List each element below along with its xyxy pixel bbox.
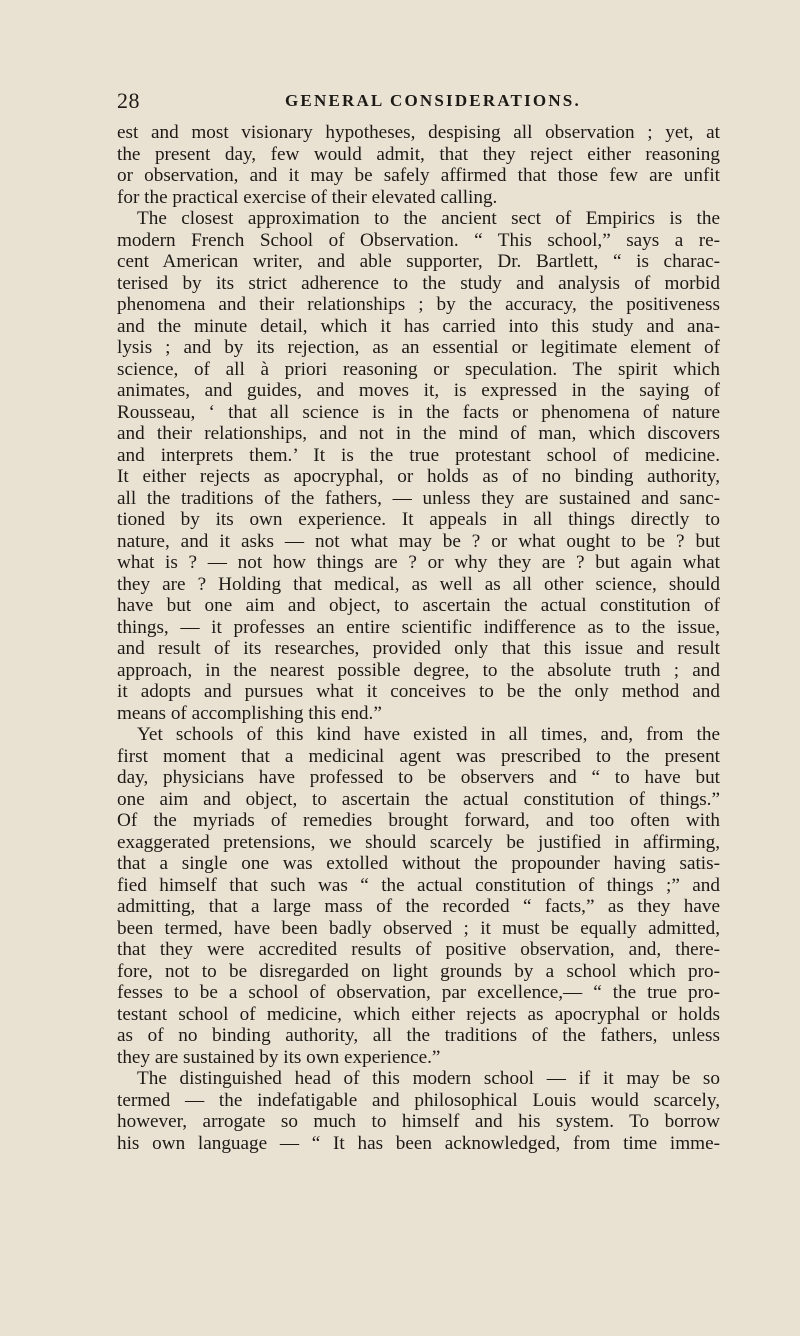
page-number: 28 — [117, 88, 140, 113]
text-line: Of the myriads of remedies brought forward, and too often with — [117, 810, 720, 831]
text-line: The distinguished head of this modern school — if it may be so — [137, 1068, 720, 1089]
text-line: It either rejects as apocryphal, or holds as of no binding authority, — [117, 466, 720, 487]
text-line: however, arrogate so much to himself and his system. To borrow — [117, 1111, 720, 1132]
page-header — [117, 88, 720, 122]
text-line: as of no binding authority, all the traditions of the fathers, unless — [117, 1025, 720, 1046]
text-line: been termed, have been badly observed ; it must be equally admitted, — [117, 917, 720, 939]
text-line: for the practical exercise of their elevated calling. — [117, 186, 498, 208]
text-line: cent American writer, and able supporter, Dr. Bartlett, “ is charac- — [117, 251, 720, 272]
text-line: one aim and object, to ascertain the actual constitution of things.” — [117, 788, 720, 810]
text-line: it adopts and pursues what it conceives to be the only method and — [117, 681, 720, 702]
text-line: animates, and guides, and moves it, is expressed in the saying of — [117, 380, 720, 401]
text-line: The closest approximation to the ancient sect of Empirics is the — [137, 208, 720, 229]
text-line: approach, in the nearest possible degree, to the absolute truth ; and — [117, 659, 720, 681]
text-line: modern French School of Observation. “ This school,” says a re- — [117, 229, 720, 251]
text-line: and interprets them.’ It is the true protestant school of medicine. — [117, 444, 720, 466]
text-line: things, — it professes an entire scientific indifference as to the issue, — [117, 616, 720, 638]
text-line: tioned by its own experience. It appeals in all things directly to — [117, 509, 720, 530]
text-line: what is ? — not how things are ? or why they are ? but again what — [117, 552, 720, 573]
text-line: terised by its strict adherence to the study and analysis of morbid — [117, 272, 720, 294]
text-line: testant school of medicine, which either rejects as apocryphal or holds — [117, 1003, 720, 1025]
body-text — [117, 122, 720, 1154]
text-line: lysis ; and by its rejection, as an essential or legitimate element of — [117, 337, 720, 358]
text-line: termed — the indefatigable and philosophical Louis would scarcely, — [117, 1089, 720, 1111]
text-line: Yet schools of this kind have existed in all times, and, from the — [137, 724, 720, 745]
text-line: phenomena and their relationships ; by the accuracy, the positiveness — [117, 294, 720, 315]
text-line: have but one aim and object, to ascertain the actual constitution of — [117, 595, 720, 616]
text-line: nature, and it asks — not what may be ? or what ought to be ? but — [117, 530, 720, 552]
text-line: admitting, that a large mass of the recorded “ facts,” as they have — [117, 896, 720, 917]
running-head: GENERAL CONSIDERATIONS. — [285, 91, 581, 110]
text-line: first moment that a medicinal agent was prescribed to the present — [117, 745, 720, 767]
text-line: science, of all à priori reasoning or speculation. The spirit which — [117, 358, 720, 380]
text-line: and result of its researches, provided only that this issue and result — [117, 638, 720, 659]
text-line: fied himself that such was “ the actual constitution of things ;” and — [117, 874, 720, 896]
text-line: day, physicians have professed to be observers and “ to have but — [117, 767, 720, 788]
text-line: that they were accredited results of positive observation, and, there- — [117, 939, 720, 960]
text-line: the present day, few would admit, that they reject either reasoning — [117, 143, 720, 165]
text-line: and the minute detail, which it has carried into this study and ana- — [117, 315, 720, 337]
text-line: or observation, and it may be safely affirmed that those few are unfit — [117, 165, 720, 186]
text-line: Rousseau, ‘ that all science is in the facts or phenomena of nature — [117, 401, 720, 423]
text-line: that a single one was extolled without the propounder having satis- — [117, 853, 720, 874]
text-line: fore, not to be disregarded on light grounds by a school which pro- — [117, 960, 720, 982]
text-line: his own language — “ It has been acknowledged, from time imme- — [117, 1132, 720, 1154]
text-line: exaggerated pretensions, we should scarcely be justified in affirming, — [117, 831, 720, 853]
text-line: all the traditions of the fathers, — unless they are sustained and sanc- — [117, 487, 720, 509]
text-line: fesses to be a school of observation, par excellence,— “ the true pro- — [117, 982, 720, 1003]
text-line: means of accomplishing this end.” — [117, 702, 382, 724]
text-line: and their relationships, and not in the mind of man, which discovers — [117, 423, 720, 444]
text-line: they are ? Holding that medical, as well as all other science, should — [117, 573, 720, 595]
text-line: est and most visionary hypotheses, despising all observation ; yet, at — [117, 122, 720, 143]
text-line: they are sustained by its own experience.” — [117, 1046, 441, 1068]
